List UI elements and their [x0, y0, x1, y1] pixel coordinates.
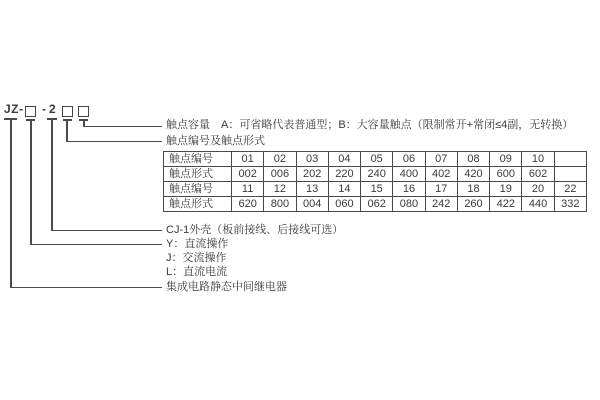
table-cell: 332: [554, 197, 586, 212]
table-cell: 422: [490, 197, 522, 212]
connector-horizontal-enclosure: [51, 230, 162, 232]
table-cell: 22: [554, 182, 586, 197]
table-cell: 620: [232, 197, 264, 212]
table-cell: 20: [522, 182, 554, 197]
callout-current-dc: L：直流电流: [166, 266, 228, 278]
callout-enclosure: CJ-1外壳（板前接线、后接线可选）: [166, 224, 344, 236]
table-cell: 05: [361, 152, 393, 167]
table-row: [164, 167, 587, 182]
connector-vertical-operation: [30, 120, 32, 245]
table-cell: 004: [296, 197, 328, 212]
table-cell: 11: [232, 182, 264, 197]
connector-vertical-product: [10, 120, 12, 288]
table-cell: 07: [425, 152, 457, 167]
table-cell: 602: [522, 167, 554, 182]
table-row: [164, 152, 587, 167]
table-cell: 220: [328, 167, 360, 182]
table-cell: 242: [425, 197, 457, 212]
table-cell: 062: [361, 197, 393, 212]
table-cell: 19: [490, 182, 522, 197]
table-cell: 03: [296, 152, 328, 167]
table-cell: 16: [393, 182, 425, 197]
table-cell: 080: [393, 197, 425, 212]
row-label: 触点编号: [164, 152, 232, 167]
table-cell: 14: [328, 182, 360, 197]
table-cell: 260: [457, 197, 489, 212]
table-cell: 10: [522, 152, 554, 167]
connector-vertical-contact-numbering: [66, 120, 68, 142]
code-box-contact-form: [62, 106, 73, 117]
model-code-prefix: JZ: [4, 102, 20, 116]
table-cell: [554, 152, 586, 167]
model-code-separator-2: -: [42, 102, 47, 116]
callout-operation-dc: Y：直流操作: [166, 238, 229, 250]
table-cell: 202: [296, 167, 328, 182]
callout-contact-numbering: 触点编号及触点形式: [166, 135, 265, 147]
callout-contact-capacity: 触点容量 A：可省略代表普通型；B：大容量触点（限制常开+常闭≤4副，无转换）: [166, 119, 574, 131]
row-label: 触点形式: [164, 167, 232, 182]
table-cell: 04: [328, 152, 360, 167]
row-label: 触点形式: [164, 197, 232, 212]
table-cell: 402: [425, 167, 457, 182]
row-label: 触点编号: [164, 182, 232, 197]
model-code-separator-1: -: [19, 102, 24, 116]
table-cell: 01: [232, 152, 264, 167]
tick-under-box-contact-form: [63, 119, 72, 121]
table-cell: 420: [457, 167, 489, 182]
table-cell: 09: [490, 152, 522, 167]
contact-table-body: [164, 152, 587, 212]
table-cell: 800: [264, 197, 296, 212]
connector-horizontal-capacity: [83, 126, 162, 128]
table-cell: 06: [393, 152, 425, 167]
table-cell: 060: [328, 197, 360, 212]
table-row: [164, 197, 587, 212]
table-cell: 600: [490, 167, 522, 182]
table-cell: 08: [457, 152, 489, 167]
table-cell: 12: [264, 182, 296, 197]
table-cell: 17: [425, 182, 457, 197]
table-cell: 440: [522, 197, 554, 212]
connector-horizontal-operation: [30, 244, 162, 246]
table-cell: 006: [264, 167, 296, 182]
code-box-capacity: [78, 106, 89, 117]
table-cell: 02: [264, 152, 296, 167]
table-cell: 240: [361, 167, 393, 182]
model-code-case-digit: 2: [49, 102, 57, 116]
table-row: [164, 182, 587, 197]
contact-code-table: [163, 151, 587, 212]
code-box-operation: [25, 106, 36, 117]
connector-vertical-enclosure: [51, 120, 53, 231]
table-cell: 15: [361, 182, 393, 197]
table-cell: [554, 167, 586, 182]
table-cell: 18: [457, 182, 489, 197]
callout-operation-ac: J：交流操作: [166, 252, 227, 264]
table-cell: 002: [232, 167, 264, 182]
table-cell: 13: [296, 182, 328, 197]
callout-product-name: 集成电路静态中间继电器: [166, 281, 287, 293]
connector-horizontal-contact-numbering: [66, 141, 162, 143]
table-cell: 400: [393, 167, 425, 182]
connector-horizontal-product: [10, 287, 162, 289]
